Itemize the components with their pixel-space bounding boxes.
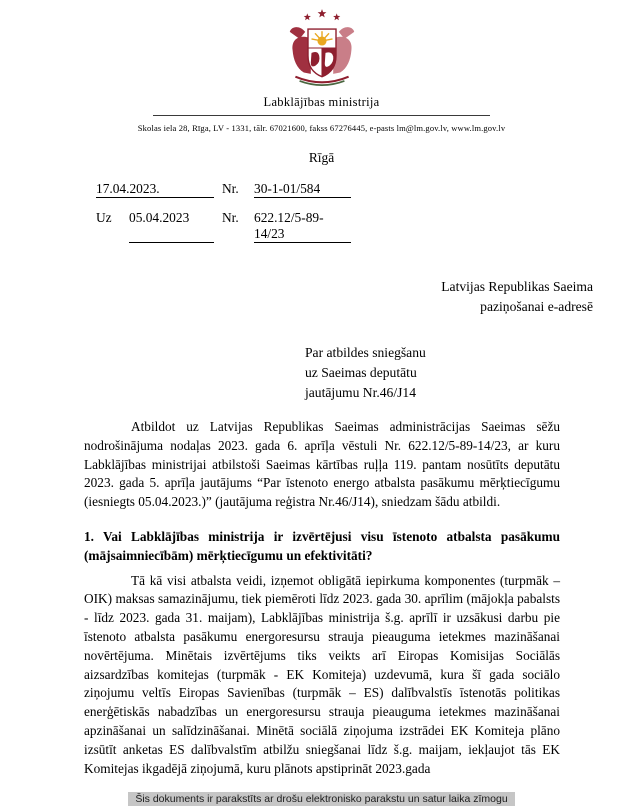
esignature-note: Šis dokuments ir parakstīts ar drošu elektronisko parakstu un satur laika zīmogu [128, 792, 514, 806]
letterhead [0, 0, 643, 133]
paragraph-answer: Tā kā visi atbalsta veidi, izņemot obligātā iepirkuma komponentes (turpmāk – OIK) maksas samazinājumu, tiek piemēroti līdz 2023. gada 30. aprīlim (mājokļa pabalsts - līdz 2023. gada 31. maijam), Labklājības ministrija š.g. aprīlī ir uzsākusi darbu pie īstenoto atbalsta pasākumu energoresursu strauja pieauguma ietekmes mazināšanai novērtējuma. Minētais izvērtējums tiks veikts arī Eiropas Komisijas Sociālās aizsardzības komitejas (turpmāk - EK Komiteja) uzdevumā, kura šī gada sociālo ziņojumu veltīs Eiropas Savienības (turpmāk – ES) dalībvalstīs īstenotās politikas enerģētiskās nabadzības un energoresursu strauja pieauguma ietekmes mazināšanai apzināšanai un salīdzināšanai. Minētā sociālā ziņojuma izstrādei EK Komiteja plāno izsūtīt anketas ES dalībvalstīm atbilžu sniegšanai līdz š.g. maijam, iekļaujot tās EK Komitejas ikgadējā ziņojumā, kuru plānots apstiprināt 2023.gada [84, 572, 560, 776]
header-divider [153, 115, 490, 116]
question-heading: 1. Vai Labklājības ministrija ir izvērtējusi visu īstenoto atbalsta pasākumu (mājsaimniecībām) mērķtiecīgumu un efektivitāti? [84, 528, 560, 563]
signature-footer [0, 787, 643, 810]
incoming-reference-row [96, 210, 366, 243]
spacer [214, 181, 222, 198]
place-line: Rīgā [308, 150, 335, 165]
incoming-date-cell [96, 210, 214, 243]
outgoing-date: 17.04.2023. [96, 181, 214, 198]
subject-line-3: jautājumu Nr.46/J14 [305, 385, 417, 400]
spacer [214, 210, 222, 243]
subject-line-1: Par atbildes sniegšanu [305, 345, 426, 360]
uz-label: Uz [96, 210, 112, 225]
incoming-date: 05.04.2023 [129, 210, 214, 243]
subject-block [305, 343, 643, 403]
outgoing-reference-row [96, 181, 366, 198]
nr-label: Nr. [222, 181, 239, 196]
recipient-block [0, 277, 643, 317]
nr-label: Nr. [222, 210, 239, 225]
ministry-name: Labklājības ministrija [263, 95, 380, 109]
outgoing-number: 30-1-01/584 [254, 181, 351, 198]
recipient-delivery-method: paziņošanai e-adresē [480, 299, 593, 314]
latvia-coat-of-arms-icon [287, 8, 357, 88]
recipient-name: Latvijas Republikas Saeima [441, 279, 593, 294]
paragraph-introduction: Atbildot uz Latvijas Republikas Saeimas administrācijas Saeimas sēžu nodrošinājuma nodaļas 2023. gada 6. aprīļa vēstuli Nr. 622.12/5-89-14/23, ar kuru Labklājības ministrijai atbilstoši Saeimas kārtības ruļļa 119. pantam nosūtīts deputātu 2023. gada 5. aprīļa jautājums “Par īstenoto energo atbalsta pasākumu mērķtiecīgumu (iesniegts 05.04.2023.)” (jautājuma reģistra Nr.46/J14), sniedzam šādu atbildi. [84, 419, 560, 510]
incoming-number: 622.12/5-89-14/23 [254, 210, 351, 243]
subject-line-2: uz Saeimas deputātu [305, 365, 417, 380]
reference-block [96, 181, 366, 243]
contact-info-line: Skolas iela 28, Rīga, LV - 1331, tālr. 67021600, fakss 67276445, e-pasts lm@lm.gov.lv, www.lm.gov.lv [137, 123, 506, 133]
